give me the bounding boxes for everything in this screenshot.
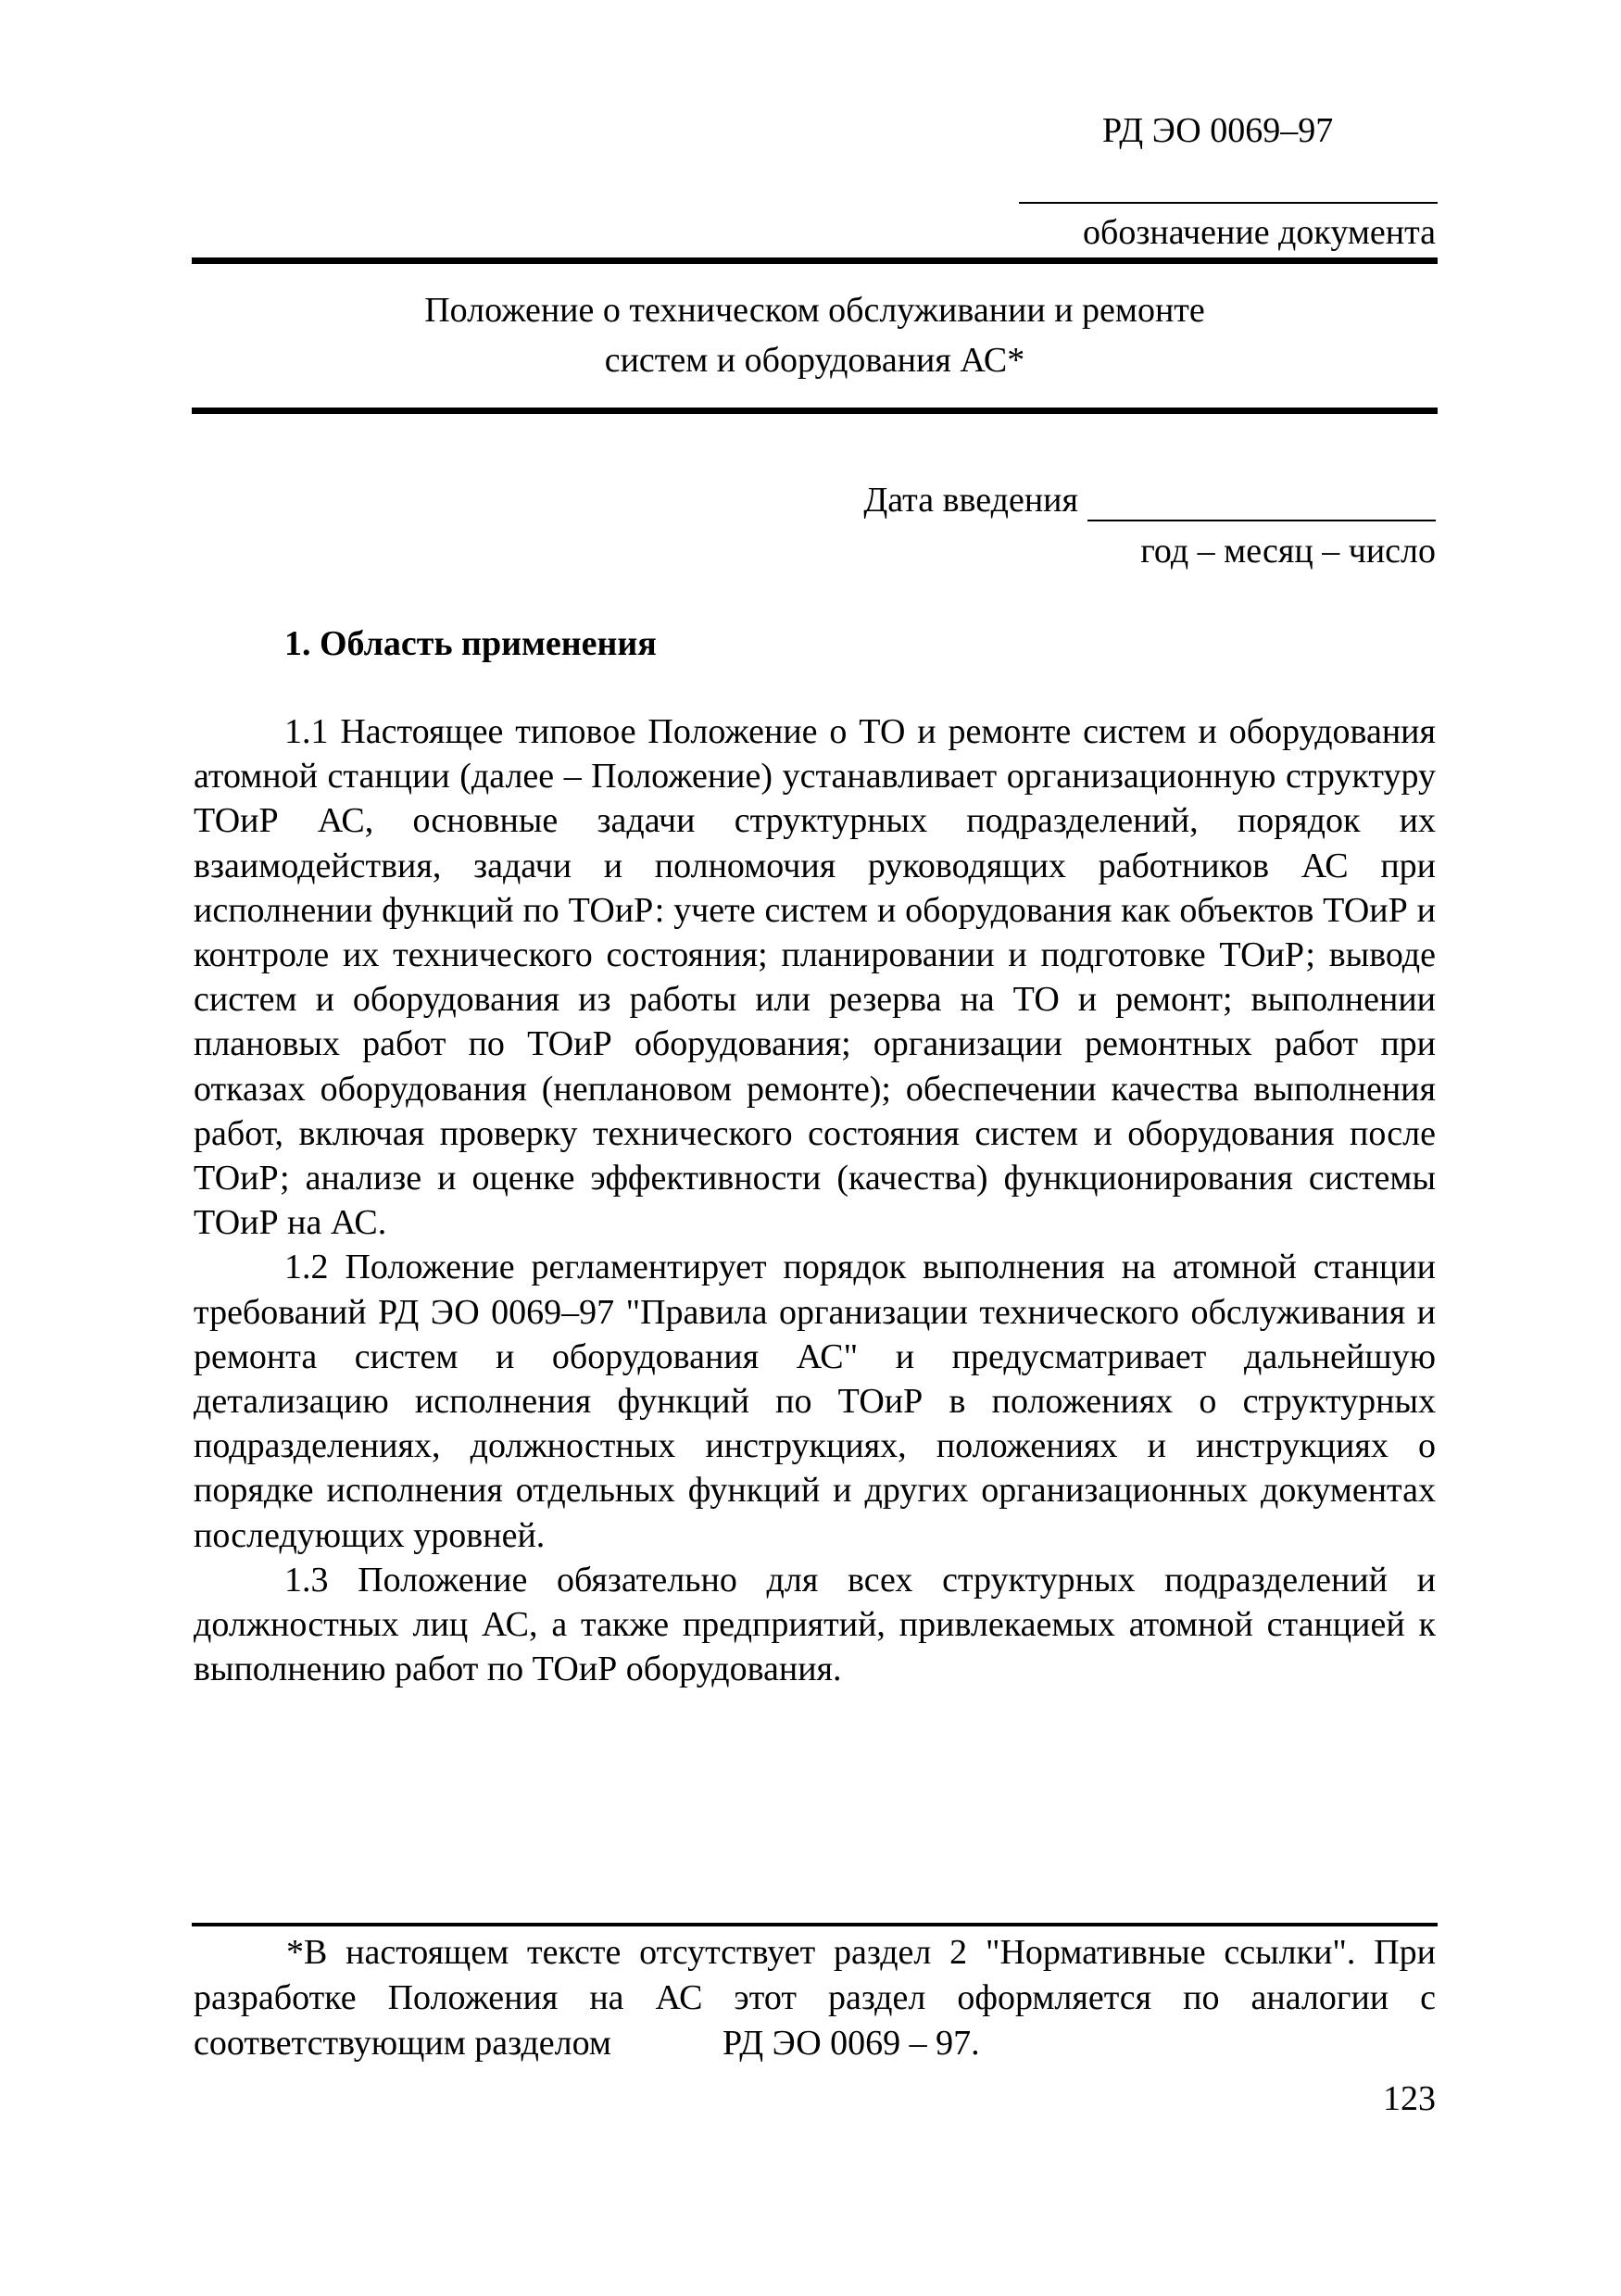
title-top-rule xyxy=(192,257,1438,264)
document-title-line-1: Положение о техническом обслуживании и ремонте xyxy=(424,291,1205,330)
footnote-rule xyxy=(192,1923,1438,1926)
document-code-underline xyxy=(1019,202,1438,204)
introduction-date xyxy=(863,479,1436,521)
footnote xyxy=(194,1930,1436,2066)
footnote-text: *В настоящем тексте отсутствует раздел 2 "Нормативные ссылки". При разработке Положения на АС этот раздел оформляется по аналогии с соответствующим разделом xyxy=(194,1933,1436,2063)
section-body xyxy=(194,709,1436,1691)
paragraph-1-1: 1.1 Настоящее типовое Положение о ТО и ремонте систем и оборудования атомной станции (далее – Положение) устанавливает организационную структуру ТОиР АС, основные задачи структурных подразделений, порядок их взаимодействия, задачи и полномочия руководящих работников АС при исполнении функций по ТОиР: учете систем и оборудования как объектов ТОиР и контроле их технического состояния; планировании и подготовке ТОиР; выводе систем и оборудования из работы или резерва на ТО и ремонт; выполнении плановых работ по ТОиР оборудования; организации ремонтных работ при отказах оборудования (неплановом ремонте); обеспечении качества выполнения работ, включая проверку технического состояния систем и оборудования после ТОиР; анализе и оценке эффективности (качества) функционирования системы ТОиР на АС. xyxy=(194,712,1436,1243)
title-bottom-rule xyxy=(192,408,1438,414)
footnote-reference: РД ЭО 0069 – 97. xyxy=(722,2024,980,2063)
document-code: РД ЭО 0069–97 xyxy=(1102,111,1334,150)
introduction-date-caption: год – месяц – число xyxy=(1140,532,1436,571)
document-code-caption: обозначение документа xyxy=(1083,213,1436,252)
paragraph-1-2: 1.2 Положение регламентирует порядок выполнения на атомной станции требований РД ЭО 0069–97 "Правила организации технического обслуживания и ремонта систем и оборудования АС" и предусматривает дальнейшую детализацию исполнения функций по ТОиР в положениях о структурных подразделениях, должностных инструкциях, положениях и инструкциях о порядке исполнения отдельных функций и других организационных документах последующих уровней. xyxy=(194,1248,1436,1555)
document-title-line-2: систем и оборудования АС* xyxy=(604,341,1025,380)
section-heading: 1. Область применения xyxy=(284,624,657,663)
document-title xyxy=(192,285,1438,385)
introduction-date-blank xyxy=(1087,484,1436,521)
introduction-date-label: Дата введения xyxy=(863,481,1078,520)
page-number: 123 xyxy=(1383,2079,1436,2118)
paragraph-1-3: 1.3 Положение обязательно для всех структурных подразделений и должностных лиц АС, а также предприятий, привлекаемых атомной станцией к выполнению работ по ТОиР оборудования. xyxy=(194,1560,1436,1689)
